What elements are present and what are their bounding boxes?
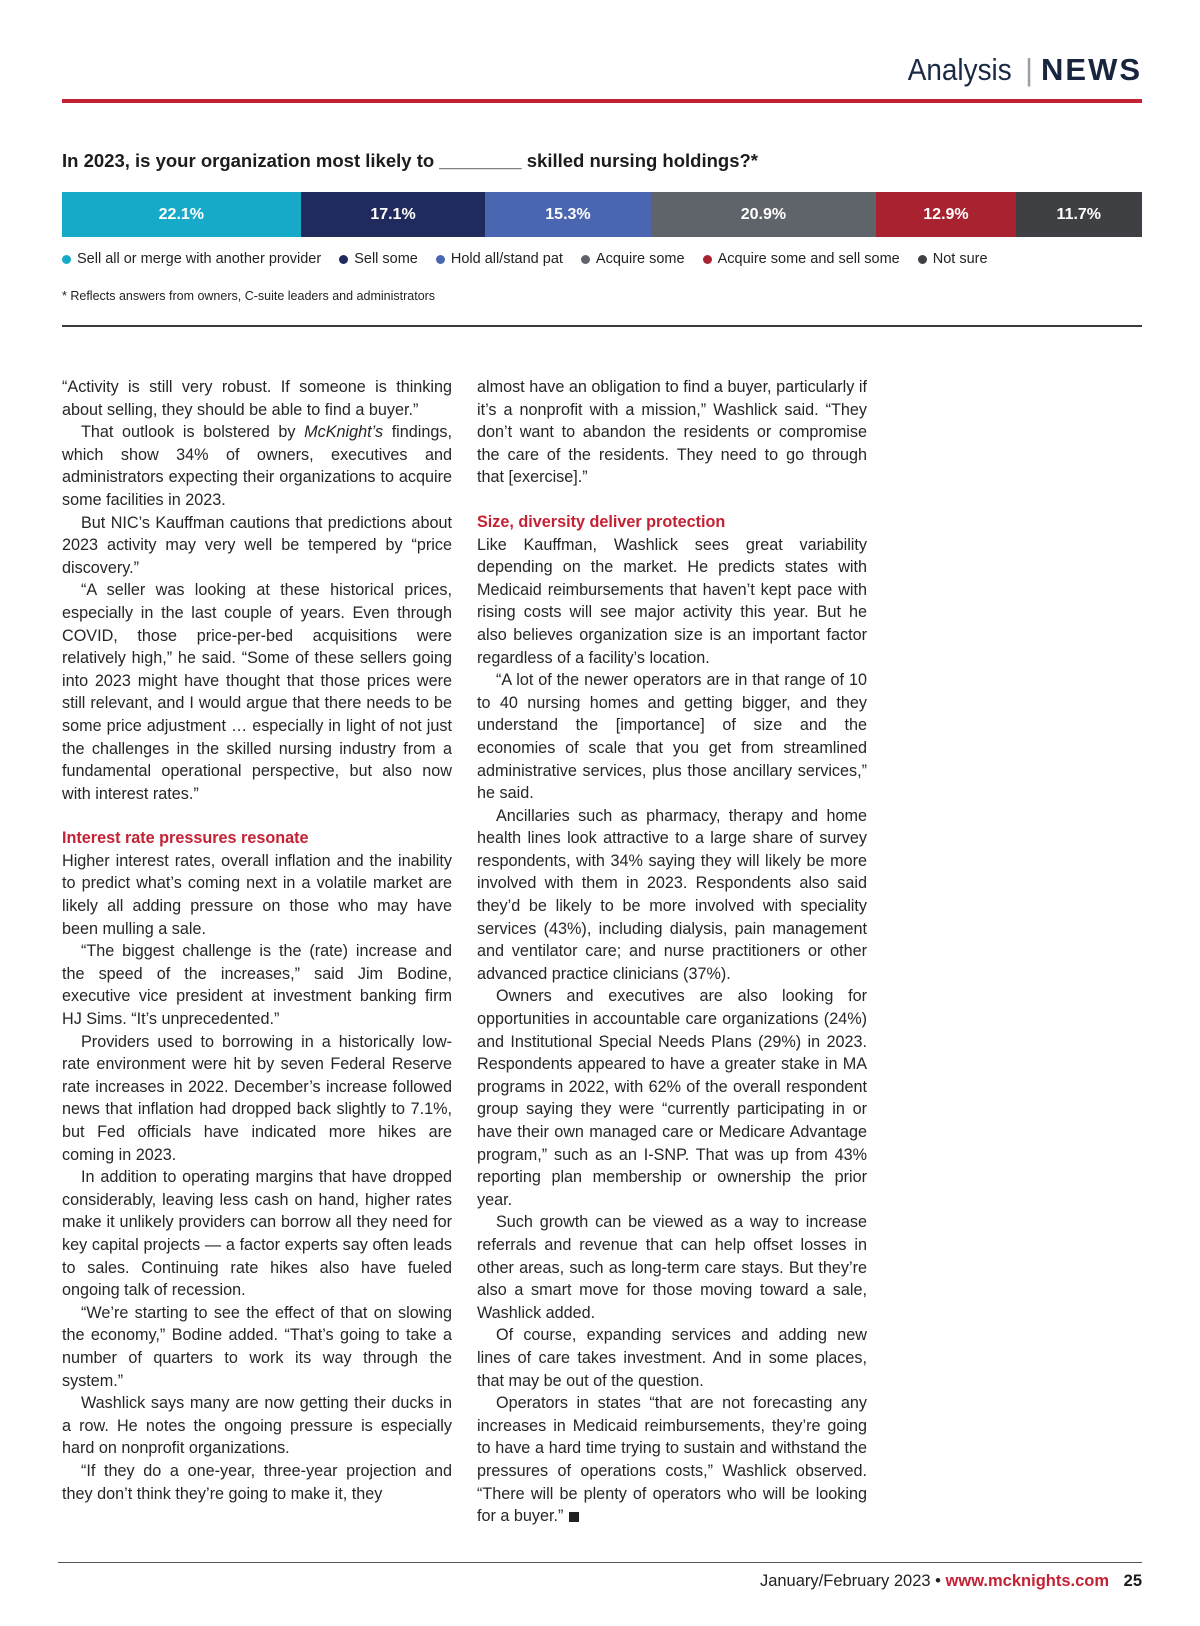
bar-segment-1 <box>62 192 301 237</box>
paragraph-text: In addition to operating margins that have dropped considerably, leaving less cash on hand, higher rates make it unlikely providers can borrow all they need for key capital projects — a factor experts say often leads to sales. Continuing rate hikes also have fueled ongoing talk of recession. <box>62 1168 452 1300</box>
paragraph-text: That outlook is bolstered by McKnight’s findings, which show 34% of owners, executives and administrators expecting their organizations to acquire some facilities in 2023. <box>62 423 452 509</box>
paragraph-text: “The biggest challenge is the (rate) increase and the speed of the increases,” said Jim Bodine, executive vice president at investment banking firm HJ Sims. “It’s unprecedented.” <box>62 942 452 1029</box>
paragraph <box>62 940 452 1030</box>
paragraph-text: Like Kauffman, Washlick sees great variability depending on the market. He predicts states with Medicaid reimbursements that haven’t kept pace with rising costs will see major activity this year. But he also believes organization size is an important factor regardless of a facility’s location. <box>477 535 867 667</box>
article-column-right <box>477 376 867 1528</box>
paragraph-text: Washlick says many are now getting their ducks in a row. He notes the ongoing pressure is especially hard on nonprofit organizations. <box>62 1394 452 1458</box>
paragraph <box>62 1392 452 1460</box>
subhead <box>477 511 867 534</box>
issue-date: January/February 2023 <box>759 1572 931 1590</box>
legend-label: Hold all/stand pat <box>450 251 563 267</box>
footer-rule <box>58 1562 1142 1563</box>
legend-label: Acquire some and sell some <box>717 251 900 267</box>
chart-legend <box>62 251 1142 267</box>
legend-item-5 <box>703 251 900 267</box>
paragraph <box>62 512 452 580</box>
legend-label: Sell some <box>354 251 418 267</box>
bar-segment-5 <box>876 192 1015 237</box>
paragraph-text: almost have an obligation to find a buyer, particularly if it’s a nonprofit with a mission,” Washlick said. “They don’t want to abandon the residents or compromise the care of the residents. They need to go through that [exercise].” <box>477 378 867 487</box>
subhead-text: Size, diversity deliver protection <box>477 512 726 531</box>
bar-label-4: 20.9% <box>740 205 787 223</box>
page-footer <box>760 1572 1142 1591</box>
paragraph <box>477 1211 867 1324</box>
article-column-left <box>62 376 452 1505</box>
paragraph <box>62 1166 452 1302</box>
bar-segment-4 <box>651 192 877 237</box>
end-mark-icon <box>569 1512 579 1522</box>
legend-dot-icon <box>436 255 445 264</box>
website-link[interactable]: www.mcknights.com <box>945 1572 1110 1590</box>
paragraph-text: Of course, expanding services and adding new lines of care takes investment. And in some places, that may be out of the question. <box>477 1326 867 1390</box>
paragraph <box>477 985 867 1211</box>
page-number: 25 <box>1123 1572 1142 1590</box>
legend-item-3 <box>436 251 563 267</box>
paragraph-text: “We’re starting to see the effect of that on slowing the economy,” Bodine added. “That’s going to take a number of quarters to work its way through the system.” <box>62 1303 452 1390</box>
paragraph-text: But NIC’s Kauffman cautions that predictions about 2023 activity may very well be tempered by “price discovery.” <box>62 513 452 577</box>
stacked-bar <box>62 192 1142 237</box>
paragraph <box>477 805 867 986</box>
paragraph-text: “A lot of the newer operators are in that range of 10 to 40 nursing homes and getting bigger, and they understand the [importance] of size and the economies of scale that you get from streamlined administrative services, plus those ancillary services,” he said. <box>477 671 867 803</box>
paragraph-text: Owners and executives are also looking for opportunities in accountable care organizations (24%) and Institutional Special Needs Plans (29%) in 2023. Respondents appeared to have a greater stake in MA programs in 2022, with 62% of the overall respondent group saying they were “currently participating in or have their own managed care or Medicare Advantage program,” such as an I-SNP. That was up from 43% reporting plan membership or ownership the prior year. <box>477 987 867 1209</box>
section-header <box>902 52 1143 88</box>
bar-label-1: 22.1% <box>158 205 205 223</box>
legend-label: Not sure <box>932 251 988 267</box>
legend-dot-icon <box>581 255 590 264</box>
publication-label: NEWS <box>1041 52 1142 87</box>
chart-rule <box>62 325 1142 327</box>
bar-label-5: 12.9% <box>923 205 969 223</box>
legend-label: Acquire some <box>595 251 685 267</box>
section-label: Analysis <box>907 52 1012 87</box>
subhead-text: Interest rate pressures resonate <box>62 829 309 848</box>
paragraph <box>62 376 452 421</box>
paragraph <box>477 669 867 805</box>
paragraph <box>62 1031 452 1167</box>
legend-item-4 <box>581 251 685 267</box>
paragraph-text: “A seller was looking at these historical prices, especially in the last couple of years. Even through COVID, those price-per-bed acquisitions were relatively high,” he said. “Some of these sellers going into 2023 might have thought that those prices were still relevant, and I would argue that there needs to be some price adjustment … especially in light of not just the challenges in the skilled nursing industry from a fundamental operational perspective, but also now with interest rates.” <box>62 581 452 803</box>
paragraph <box>62 421 452 511</box>
paragraph-text: Such growth can be viewed as a way to increase referrals and revenue that can help offset losses in other areas, such as long-term care stays. But they’re also a smart move for those moving toward a sale, Washlick added. <box>477 1213 867 1322</box>
paragraph-text: Providers used to borrowing in a historically low-rate environment were hit by seven Federal Reserve rate increases in 2022. December’s increase followed news that inflation had dropped back slightly to 7.1%, but Fed officials have indicated more hikes are coming in 2023. <box>62 1032 452 1164</box>
paragraph-text: “Activity is still very robust. If someone is thinking about selling, they should be able to find a buyer.” <box>62 378 452 419</box>
paragraph <box>477 1392 867 1528</box>
paragraph <box>477 376 867 489</box>
paragraph-text: Ancillaries such as pharmacy, therapy and home health lines look attractive to a large share of survey respondents, with 34% saying they will likely be more involved with them in 2023. Respondents also said they’d be likely to be more involved with speciality services (43%), including dialysis, pain management and ventilator care; and nurse practitioners or other advanced practice clinicians (37%). <box>477 806 867 983</box>
legend-dot-icon <box>339 255 348 264</box>
chart-footnote: * Reflects answers from owners, C-suite leaders and administrators <box>62 289 436 303</box>
footer-bullet: • <box>935 1572 941 1590</box>
paragraph-text: “If they do a one-year, three-year projection and they don’t think they’re going to make it, they <box>62 1461 452 1503</box>
paragraph-text: Higher interest rates, overall inflation and the inability to predict what’s coming next in a volatile market are likely all adding pressure on those who may have been mulling a sale. <box>62 851 452 938</box>
bar-label-6: 11.7% <box>1056 205 1102 223</box>
survey-chart <box>62 150 1142 303</box>
subhead <box>62 827 452 850</box>
legend-item-1 <box>62 251 321 267</box>
header-separator: | <box>1024 52 1033 87</box>
legend-dot-icon <box>62 255 71 264</box>
paragraph <box>62 1302 452 1392</box>
bar-label-2: 17.1% <box>370 205 416 223</box>
legend-dot-icon <box>703 255 712 264</box>
bar-label-3: 15.3% <box>545 205 591 223</box>
paragraph-text: Operators in states “that are not forecasting any increases in Medicaid reimbursements, they’re going to have a hard time trying to sustain and withstand the pressures of operations costs,” Washlick observed. “There will be plenty of operators who will be looking for a buyer.” <box>477 1394 867 1526</box>
chart-title: In 2023, is your organization most likely to ________ skilled nursing holdings?* <box>62 150 759 171</box>
legend-item-6 <box>918 251 988 267</box>
paragraph <box>477 534 867 670</box>
bar-segment-3 <box>485 192 650 237</box>
paragraph <box>477 1324 867 1392</box>
paragraph <box>62 850 452 940</box>
paragraph <box>62 1460 452 1505</box>
bar-segment-6 <box>1016 192 1142 237</box>
legend-item-2 <box>339 251 418 267</box>
legend-dot-icon <box>918 255 927 264</box>
bar-segment-2 <box>301 192 486 237</box>
header-rule <box>62 99 1142 103</box>
paragraph <box>62 579 452 805</box>
legend-label: Sell all or merge with another provider <box>77 251 322 267</box>
